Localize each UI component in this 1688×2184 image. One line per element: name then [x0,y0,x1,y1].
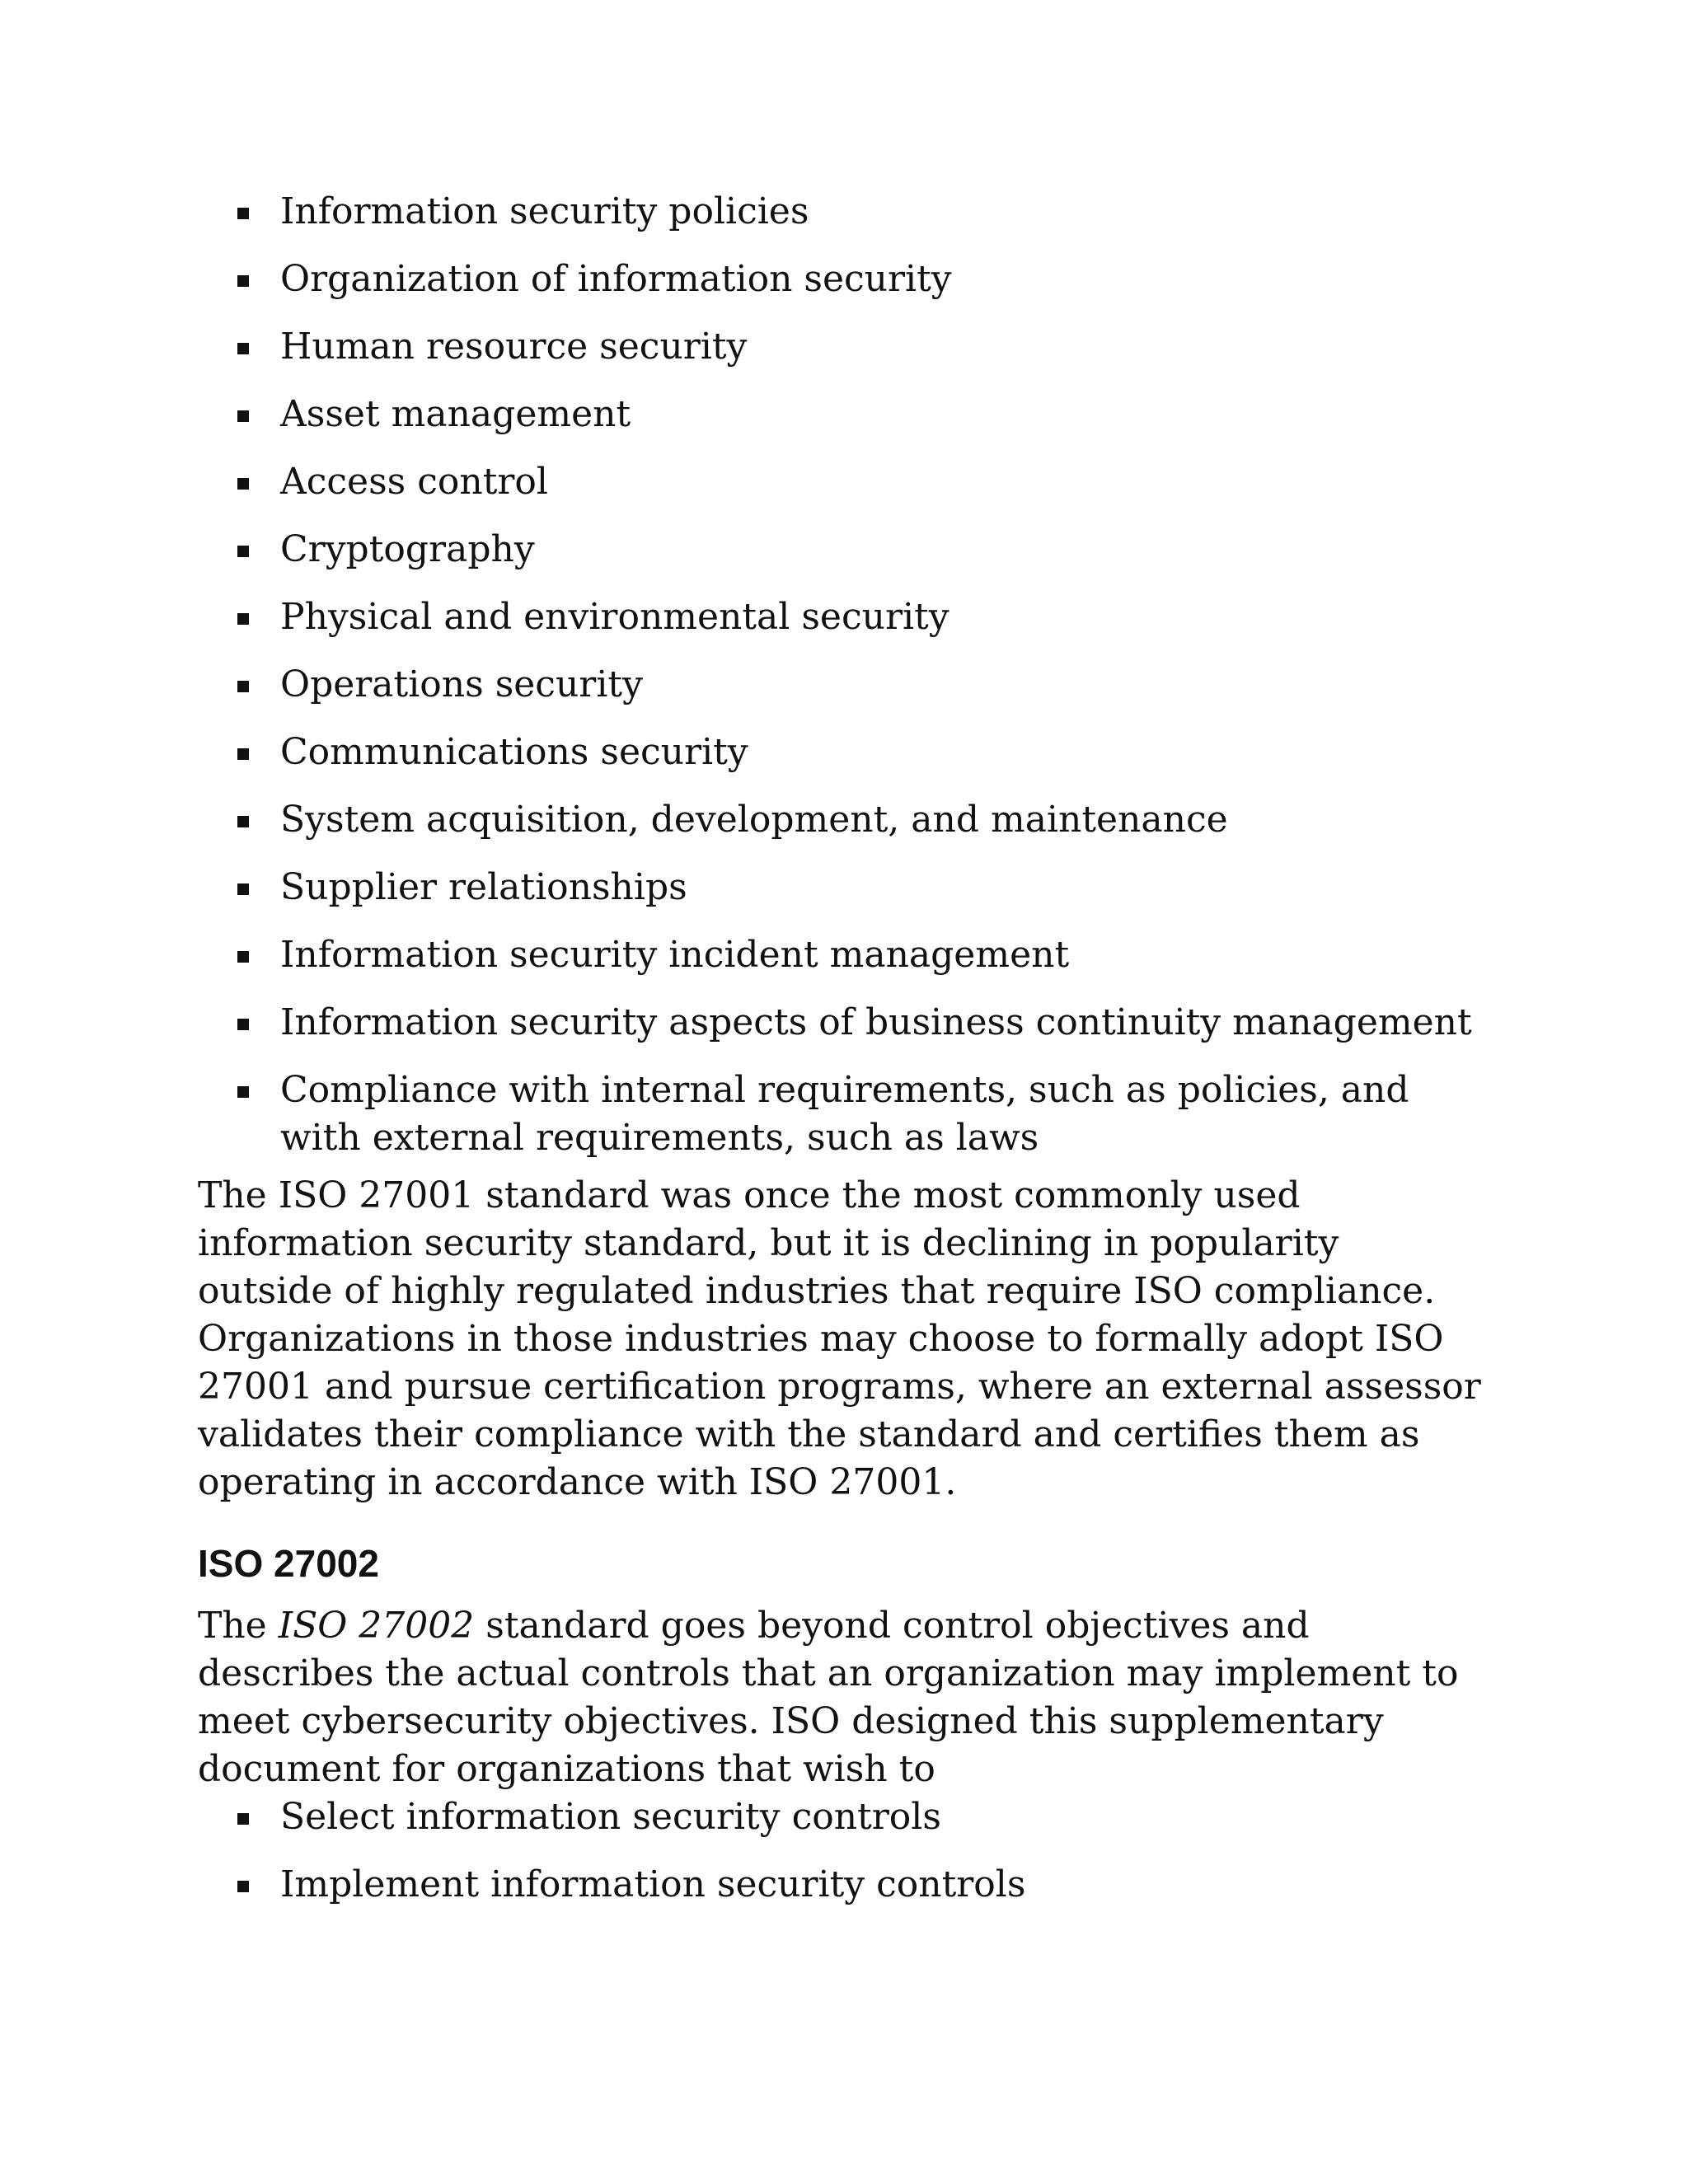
list-item [237,391,1484,438]
square-bullet-icon [237,1813,249,1825]
list-item-text: Physical and environmental security [280,596,950,638]
control-objectives-list [198,188,1484,1162]
list-item [237,526,1484,574]
list-item-text: Communications security [280,731,748,773]
list-item-text: Information security aspects of business continuity management [280,1001,1472,1043]
list-item-text: Select information security controls [280,1796,941,1838]
list-item-text: Supplier relationships [280,866,687,908]
square-bullet-icon [237,1881,249,1892]
square-bullet-icon [237,410,249,422]
list-item-text: Organization of information security [280,258,952,300]
list-item [237,999,1484,1047]
list-item-text: Operations security [280,663,643,705]
list-item [237,931,1484,979]
square-bullet-icon [237,343,249,354]
list-item-text: Information security incident management [280,934,1070,976]
paragraph-lead: The [198,1605,279,1647]
square-bullet-icon [237,748,249,760]
list-item [237,661,1484,709]
list-item-text: Information security policies [280,190,809,232]
list-item [237,188,1484,236]
list-item [237,458,1484,506]
square-bullet-icon [237,275,249,287]
emphasized-standard-name: ISO 27002 [278,1605,475,1647]
section-heading: ISO 27002 [198,1542,379,1585]
square-bullet-icon [237,208,249,219]
square-bullet-icon [237,478,249,490]
square-bullet-icon [237,951,249,963]
square-bullet-icon [237,883,249,895]
list-item-text: Compliance with internal requirements, such as policies, and with external requirements, such as laws [280,1069,1409,1159]
iso-27001-paragraph: The ISO 27001 standard was once the most commonly used information security standard, but it is declining in popularity outside of highly regulated industries that require ISO compliance. Organizations in those industries may choose to formally adopt ISO 27001 and pursue certification programs, where an external assessor validates their compliance with the standard and certifies them as operating in accordance with ISO 27001. [198,1174,1481,1503]
list-item [237,864,1484,912]
list-item [237,255,1484,303]
square-bullet-icon [237,613,249,625]
list-item-text: Cryptography [280,528,535,570]
square-bullet-icon [237,1019,249,1030]
list-item [237,796,1484,844]
list-item [237,1861,1484,1909]
list-item [237,593,1484,641]
square-bullet-icon [237,681,249,692]
square-bullet-icon [237,1086,249,1098]
list-item-text: Human resource security [280,326,748,368]
iso-27002-paragraph [198,1602,1484,1793]
document-page [198,188,1484,1929]
list-item [237,1066,1484,1162]
purpose-list [198,1793,1484,1909]
paragraph-rest: standard goes beyond control objectives and describes the actual controls that an organization may implement to meet cybersecurity objectives. ISO designed this supplementary document for organizations that wish to [198,1605,1459,1790]
list-item-text: Access control [280,461,548,503]
list-item-text: Implement information security controls [280,1863,1026,1905]
list-item [237,1793,1484,1841]
square-bullet-icon [237,816,249,827]
list-item-text: System acquisition, development, and maintenance [280,799,1228,841]
list-item [237,729,1484,776]
list-item [237,323,1484,371]
square-bullet-icon [237,546,249,557]
list-item-text: Asset management [280,393,631,435]
